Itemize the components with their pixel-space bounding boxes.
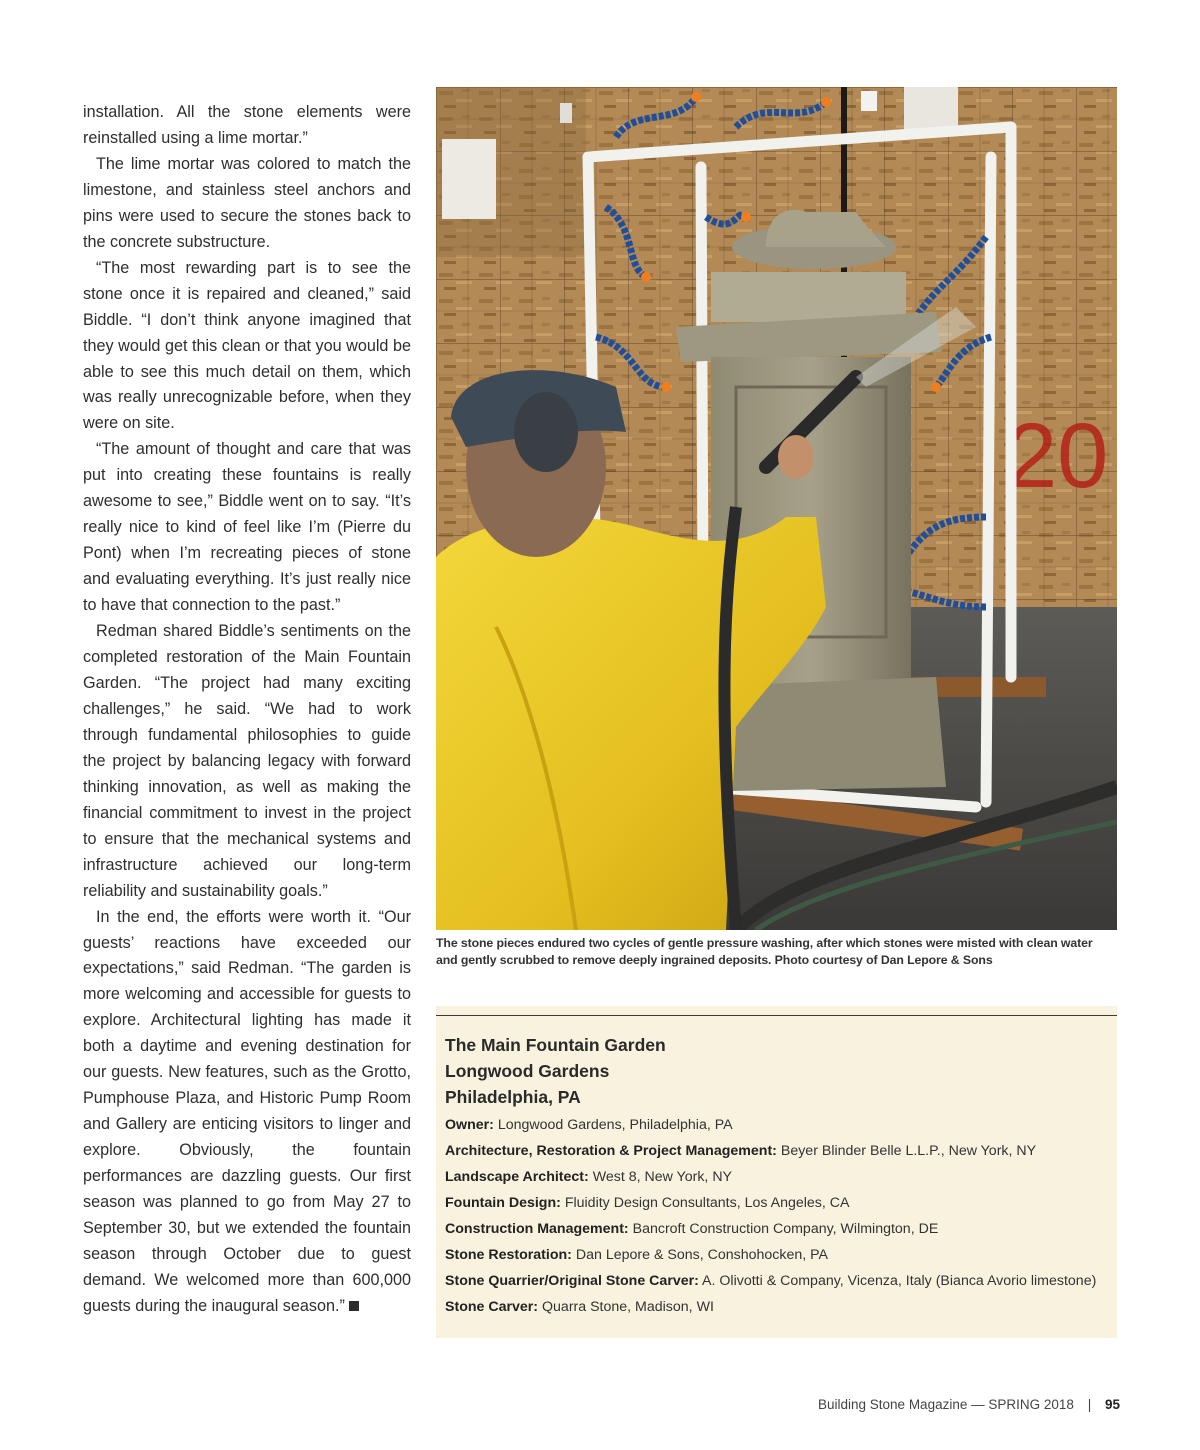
credit-value: A. Olivotti & Company, Vicenza, Italy (Bianca Avorio limestone): [702, 1273, 1097, 1289]
project-info-box: [436, 1006, 1117, 1338]
magazine-name: Building Stone Magazine —: [818, 1397, 985, 1412]
credit-value: Quarra Stone, Madison, WI: [542, 1299, 714, 1315]
credit-value: Dan Lepore & Sons, Conshohocken, PA: [575, 1247, 828, 1263]
credit-label: Stone Quarrier/Original Stone Carver:: [445, 1273, 699, 1289]
project-location: Philadelphia, PA: [445, 1087, 581, 1107]
credit-value: Fluidity Design Consultants, Los Angeles, CA: [564, 1195, 850, 1211]
article-paragraph: “The amount of thought and care that was put into creating these fountains is really awesome to see,” Biddle went on to say. “It’s really nice to kind of feel like I’m (Pierre du Pont) when I’m recreating pieces of stone and evaluating everything. It’s just really nice to have that connection to the past.”: [83, 440, 411, 615]
page-number: 95: [1104, 1397, 1120, 1412]
credit-label: Fountain Design:: [445, 1195, 561, 1211]
footer-separator: |: [1087, 1397, 1092, 1412]
credit-line: [445, 1164, 1105, 1190]
credit-label: Construction Management:: [445, 1221, 629, 1237]
article-paragraph: “The most rewarding part is to see the stone once it is repaired and cleaned,” said Biddle. “I don’t think anyone imagined that they would get this clean or that you would be able to see this much detail on them, which was really unrecognizable before, when they were on site.: [83, 258, 411, 433]
wall-painted-number: 20: [1006, 405, 1109, 507]
credit-line: [445, 1242, 1105, 1268]
project-title: The Main Fountain Garden: [445, 1035, 666, 1055]
project-credits: [445, 1112, 1105, 1320]
credit-label: Landscape Architect:: [445, 1169, 589, 1185]
credit-label: Owner:: [445, 1117, 494, 1133]
credit-line: [445, 1190, 1105, 1216]
credit-line: [445, 1268, 1105, 1294]
project-venue: Longwood Gardens: [445, 1061, 610, 1081]
credit-value: West 8, New York, NY: [592, 1169, 733, 1185]
credit-line: [445, 1216, 1105, 1242]
photo-illustration: [436, 87, 1117, 930]
info-box-headings: [445, 1032, 666, 1110]
credit-value: Longwood Gardens, Philadelphia, PA: [497, 1117, 733, 1133]
issue-label: SPRING 2018: [988, 1397, 1074, 1412]
credit-value: Beyer Blinder Belle L.L.P., New York, NY: [780, 1143, 1037, 1159]
article-paragraph: Redman shared Biddle’s sentiments on the completed restoration of the Main Fountain Garden. “The project had many exciting challenges,” he said. “We had to work through fundamental philosophies to guide the project by balancing legacy with forward thinking innovation, as well as making the financial commitment to invest in the project to ensure that the mechanical systems and infrastructure achieved our long-term reliability and sustainability goals.”: [83, 622, 411, 900]
credit-label: Stone Restoration:: [445, 1247, 572, 1263]
end-of-article-mark: [349, 1301, 359, 1311]
article-text-column: [83, 100, 411, 1320]
photo-caption: The stone pieces endured two cycles of gentle pressure washing, after which stones were misted with clean water and gently scrubbed to remove deeply ingrained deposits. Photo courtesy of Dan Lepore & Sons: [436, 936, 1093, 967]
credit-line: [445, 1138, 1105, 1164]
credit-value: Bancroft Construction Company, Wilmington, DE: [632, 1221, 939, 1237]
article-paragraph: installation. All the stone elements were reinstalled using a lime mortar.”: [83, 103, 411, 147]
article-paragraph-last: [83, 905, 411, 1320]
credit-label: Stone Carver:: [445, 1299, 539, 1315]
credit-line: [445, 1112, 1105, 1138]
article-paragraph: The lime mortar was colored to match the limestone, and stainless steel anchors and pins were used to secure the stones back to the concrete substructure.: [83, 154, 411, 251]
credit-label: Architecture, Restoration & Project Management:: [445, 1143, 777, 1159]
page-footer: [818, 1397, 1120, 1412]
article-paragraph-text: In the end, the efforts were worth it. “Our guests’ reactions have exceeded our expectations,” said Redman. “The garden is more welcoming and accessible for guests to explore. Architectural lighting has made it both a daytime and evening destination for our guests. New features, such as the Grotto, Pumphouse Plaza, and Historic Pump Room and Gallery are enticing visitors to linger and explore. Obviously, the fountain performances are dazzling guests. Our first season was planned to go from May 27 to September 30, but we extended the fountain season through October due to guest demand. We welcomed more than 600,000 guests during the inaugural season.”: [83, 907, 411, 1315]
restoration-photo: [436, 87, 1117, 930]
info-box-top-rule: [436, 1015, 1117, 1016]
credit-line: [445, 1294, 1105, 1320]
